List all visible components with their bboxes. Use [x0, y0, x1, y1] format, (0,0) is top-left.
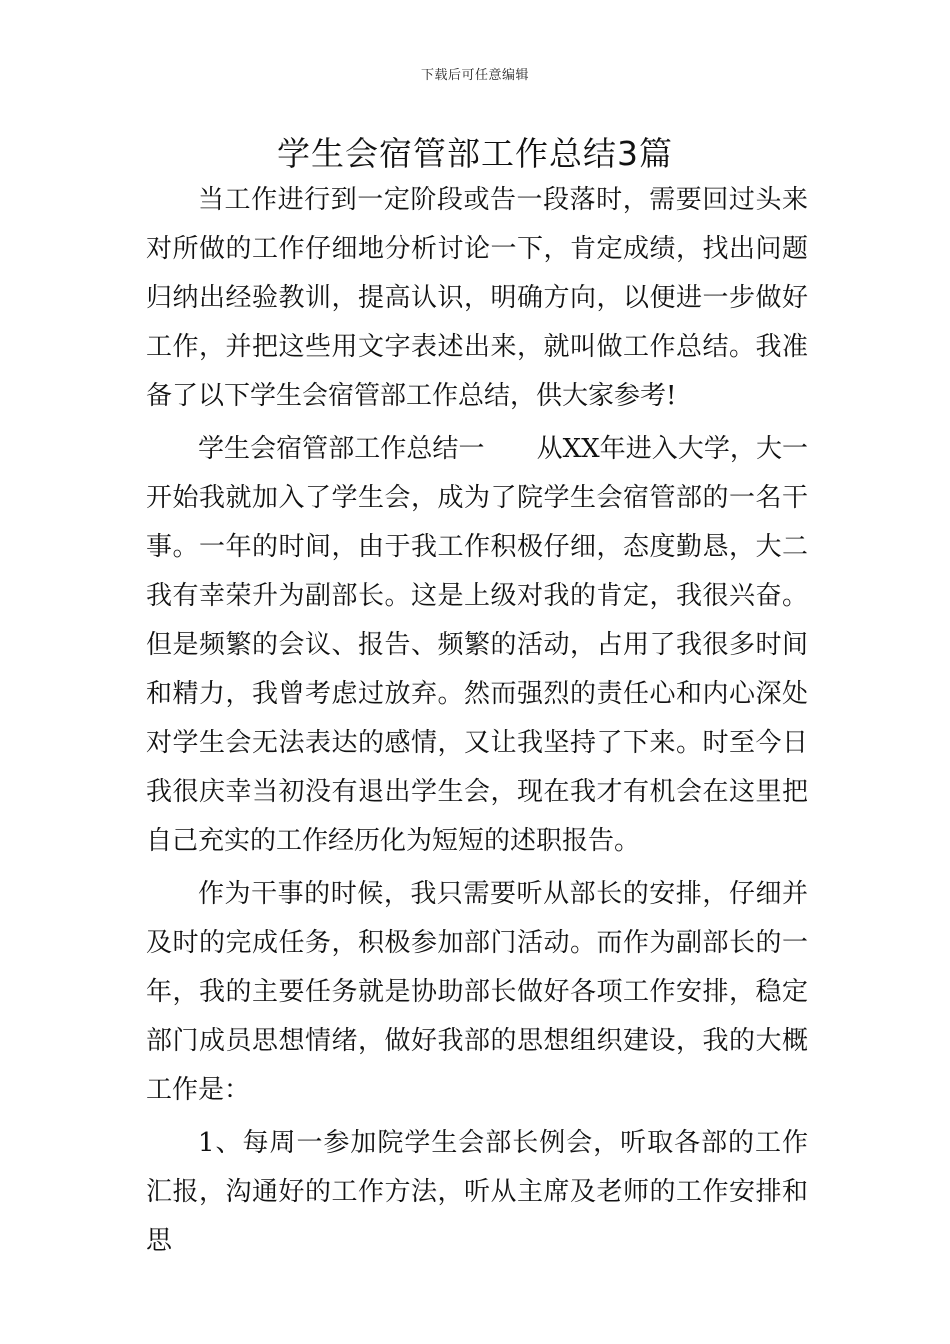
document-body	[146, 176, 808, 1266]
paragraph-item-1: 1、每周一参加院学生会部长例会，听取各部的工作汇报，沟通好的工作方法，听从主席及老师的工作安排和思	[146, 1128, 808, 1256]
paragraph-role: 作为干事的时候，我只需要听从部长的安排，仔细并及时的完成任务，积极参加部门活动。而作为副部长的一年，我的主要任务就是协助部长做好各项工作安排，稳定部门成员思想情绪，做好我部的思想组织建设，我的大概工作是：	[146, 879, 808, 1105]
paragraph-intro: 当工作进行到一定阶段或告一段落时，需要回过头来对所做的工作仔细地分析讨论一下，肯定成绩，找出问题归纳出经验教训，提高认识，明确方向，以便进一步做好工作，并把这些用文字表述出来，就叫做工作总结。我准备了以下学生会宿管部工作总结，供大家参考!	[146, 185, 808, 411]
paragraph-summary-one: 学生会宿管部工作总结一 从XX年进入大学，大一开始我就加入了学生会，成为了院学生会宿管部的一名干事。一年的时间，由于我工作积极仔细，态度勤恳，大二我有幸荣升为副部长。这是上级对我的肯定，我很兴奋。但是频繁的会议、报告、频繁的活动，占用了我很多时间和精力，我曾考虑过放弃。然而强烈的责任心和内心深处对学生会无法表达的感情，又让我坚持了下来。时至今日我很庆幸当初没有退出学生会，现在我才有机会在这里把自己充实的工作经历化为短短的述职报告。	[146, 434, 808, 856]
document-title: 学生会宿管部工作总结3篇	[277, 134, 673, 173]
header-note: 下载后可任意编辑	[420, 68, 529, 83]
